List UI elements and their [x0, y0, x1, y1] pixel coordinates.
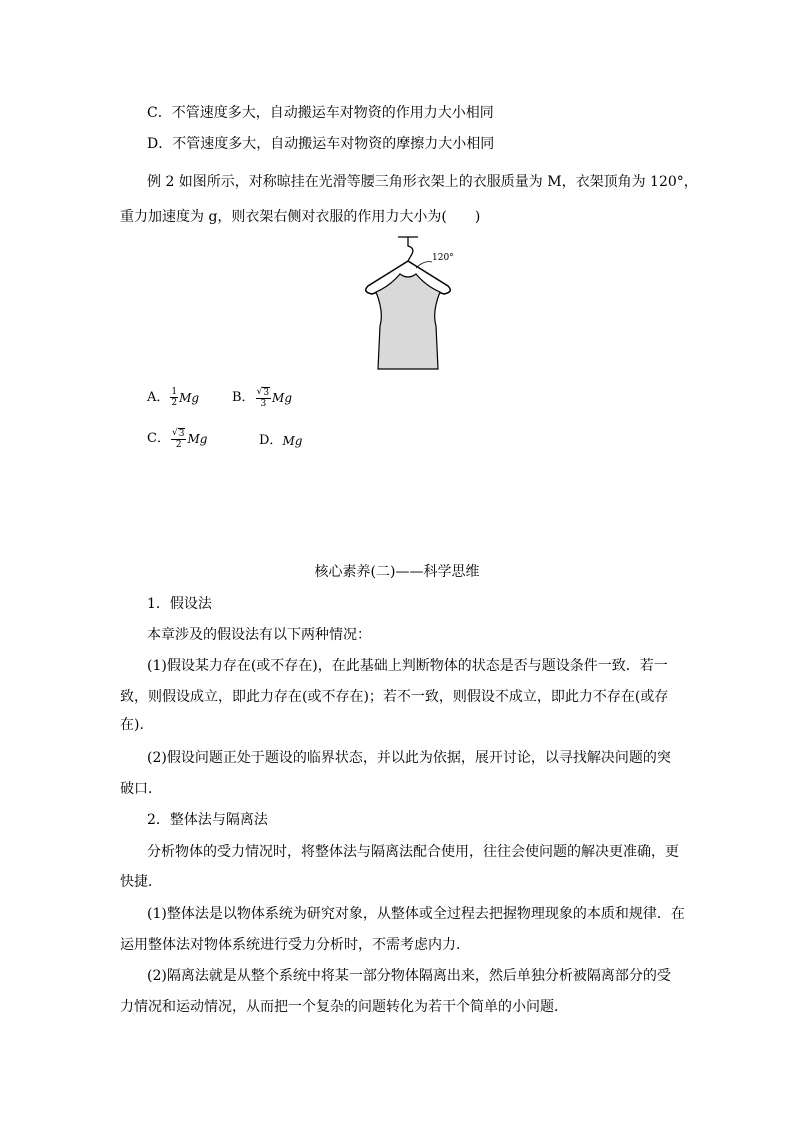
option-a — [147, 387, 199, 408]
option-c-label: C． — [147, 431, 170, 446]
hanger-figure — [358, 234, 463, 374]
paragraph-3-line2: 破口． — [120, 781, 162, 797]
heading-assumption-method: 1．假设法 — [147, 596, 212, 612]
paragraph-1: 本章涉及的假设法有以下两种情况： — [147, 627, 371, 643]
heading-whole-isolation-method: 2．整体法与隔离法 — [147, 812, 268, 828]
option-b-label: B． — [232, 390, 255, 405]
option-d-top: D．不管速度多大，自动搬运车对物资的摩擦力大小相同 — [147, 136, 495, 152]
paragraph-5-line1: (1)整体法是以物体系统为研究对象，从整体或全过程去把握物理现象的本质和规律．在 — [147, 906, 685, 922]
paragraph-5-line2: 运用整体法对物体系统进行受力分析时，不需考虑内力． — [120, 937, 470, 953]
option-b-fraction: √ 3 3 — [256, 387, 270, 409]
option-a-numerator: 1 — [171, 387, 178, 397]
option-a-fraction — [170, 387, 178, 408]
option-a-denominator: 2 — [171, 398, 178, 408]
paragraph-6-line2: 力情况和运动情况，从而把一个复杂的问题转化为若干个简单的小问题． — [120, 999, 568, 1015]
option-b — [232, 387, 292, 409]
option-b-tail: Mg — [272, 391, 293, 405]
option-c-denominator: 2 — [175, 440, 182, 450]
angle-label: 120° — [432, 253, 454, 263]
option-d-tail: Mg — [282, 434, 303, 448]
option-b-denominator: 3 — [260, 399, 267, 409]
paragraph-2-line3: 在)． — [120, 717, 154, 733]
paragraph-4-line1: 分析物体的受力情况时，将整体法与隔离法配合使用，往往会使问题的解决更准确，更 — [147, 844, 679, 860]
option-d-label: D． — [259, 433, 283, 448]
option-d — [259, 432, 302, 450]
option-c-fraction: √ 3 2 — [171, 428, 185, 450]
hanger-shirt-illustration — [358, 234, 463, 374]
paragraph-3-line1: (2)假设问题正处于题设的临界状态，并以此为依据，展开讨论，以寻找解决问题的突 — [147, 750, 671, 766]
option-c-top: C．不管速度多大，自动搬运车对物资的作用力大小相同 — [147, 105, 494, 121]
paragraph-2-line1: (1)假设某力存在(或不存在)，在此基础上判断物体的状态是否与题设条件一致．若一 — [147, 658, 668, 674]
option-a-label: A． — [147, 389, 170, 405]
option-c-tail: Mg — [187, 432, 208, 446]
example2-line2: 重力加速度为 g，则衣架右侧对衣服的作用力大小为( ) — [120, 209, 481, 225]
option-c-numerator: 3 — [178, 429, 185, 439]
paragraph-2-line2: 致，则假设成立，即此力存在(或不存在)；若不一致，则假设不成立，即此力不存在(或存 — [120, 689, 669, 705]
example2-line1: 例 2 如图所示，对称晾挂在光滑等腰三角形衣架上的衣服质量为 M，衣架顶角为 120°， — [147, 174, 698, 190]
section-title: 核心素养(二)——科学思维 — [314, 564, 480, 580]
paragraph-4-line2: 快捷． — [120, 874, 162, 890]
option-b-numerator: 3 — [263, 388, 270, 398]
option-c — [147, 428, 207, 450]
paragraph-6-line1: (2)隔离法就是从整个系统中将某一部分物体隔离出来，然后单独分析被隔离部分的受 — [147, 968, 671, 984]
option-a-tail: Mg — [179, 390, 200, 405]
